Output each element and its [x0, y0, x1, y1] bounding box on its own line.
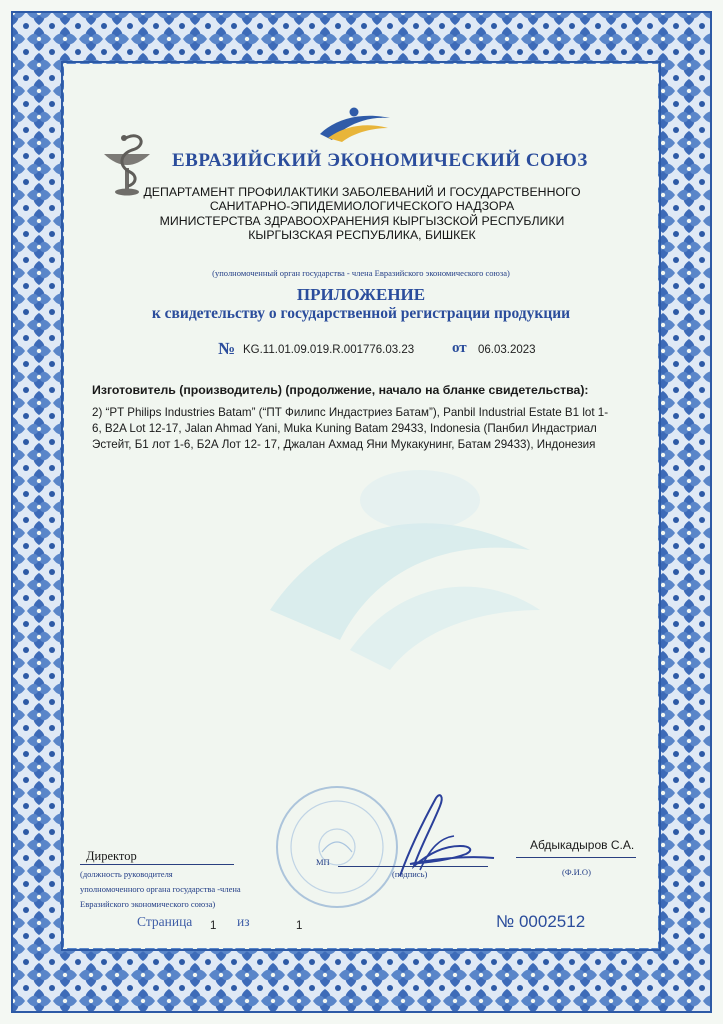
union-name: ЕВРАЗИЙСКИЙ ЭКОНОМИЧЕСКИЙ СОЮЗ — [172, 150, 588, 171]
page-current: 1 — [210, 920, 217, 932]
manufacturer-line-3: Эстейт, Б1 лот 1-6, Б2А Лот 12- 17, Джалан Ахмад Яни Мукакунинг, Батам 29433), Индонезия — [92, 438, 596, 451]
signature-line — [338, 866, 488, 867]
signer-name: Абдыкадыров С.А. — [530, 838, 635, 852]
position-note-3: Евразийского экономического союза) — [80, 899, 216, 909]
manufacturer-line-1: 2) “PT Philips Industries Batam” (“ПТ Филипс Индастриез Батам”), Panbil Industrial Estate B1 lot 1- — [92, 406, 609, 419]
name-line — [516, 857, 636, 858]
document-subtitle: к свидетельству о государственной регистрации продукции — [151, 305, 571, 322]
page-total: 1 — [296, 920, 303, 932]
position-title: Директор — [80, 849, 234, 865]
date-label: от — [452, 340, 467, 356]
form-number: № 0002512 — [496, 912, 586, 931]
registration-date: 06.03.2023 — [478, 344, 536, 356]
number-label: № — [218, 339, 236, 358]
eaeu-logo-icon — [318, 104, 392, 144]
department-line-4: КЫРГЫЗСКАЯ РЕСПУБЛИКА, БИШКЕК — [248, 228, 476, 242]
signature-note: (подпись) — [392, 869, 428, 879]
registration-number: KG.11.01.09.019.R.001776.03.23 — [243, 344, 415, 356]
name-note: (Ф.И.О) — [562, 867, 591, 877]
document-title: ПРИЛОЖЕНИЕ — [296, 285, 426, 304]
authority-note: (уполномоченный орган государства - члена Евразийского экономического союза) — [212, 268, 510, 278]
signature-mark — [370, 788, 500, 888]
watermark-emblem — [230, 440, 560, 680]
manufacturer-line-2: 6, B2A Lot 12-17, Jalan Ahmad Yani, Muka Kuning Batam 29433, Indonesia (Панбил Индастриал — [92, 422, 597, 435]
position-note-1: (должность руководителя — [80, 869, 173, 879]
stamp-label: МП — [316, 857, 330, 867]
department-line-1: ДЕПАРТАМЕНТ ПРОФИЛАКТИКИ ЗАБОЛЕВАНИЙ И ГОСУДАРСТВЕННОГО — [143, 185, 581, 199]
department-line-2: САНИТАРНО-ЭПИДЕМИОЛОГИЧЕСКОГО НАДЗОРА — [209, 199, 515, 213]
page-label: Страница — [137, 914, 193, 929]
position-note-2: уполномоченного органа государства -члена — [80, 884, 241, 894]
manufacturer-heading: Изготовитель (производитель) (продолжение, начало на бланке свидетельства): — [92, 383, 589, 397]
department-line-3: МИНИСТЕРСТВА ЗДРАВООХРАНЕНИЯ КЫРГЫЗСКОЙ РЕСПУБЛИКИ — [159, 214, 565, 228]
of-label: из — [237, 914, 250, 929]
